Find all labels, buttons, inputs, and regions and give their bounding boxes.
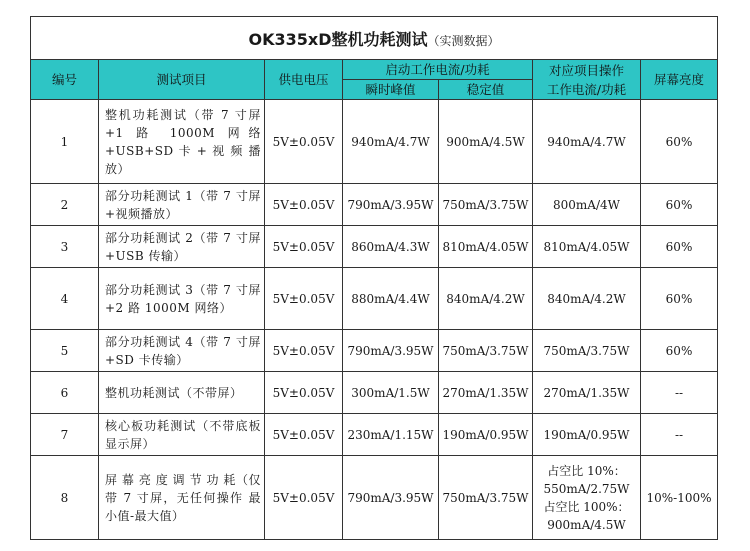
cell-item: 部分功耗测试 3（带 7 寸屏 +2 路 1000M 网络） — [99, 268, 265, 330]
cell-operation: 800mA/4W — [533, 184, 641, 226]
cell-brightness: 60% — [641, 330, 718, 372]
table-row — [31, 414, 718, 456]
header-startup-group: 启动工作电流/功耗 — [343, 60, 533, 80]
cell-no: 7 — [31, 414, 99, 456]
cell-peak: 860mA/4.3W — [343, 226, 439, 268]
cell-operation-line4: 900mA/4.5W — [547, 517, 626, 532]
cell-operation: 840mA/4.2W — [533, 268, 641, 330]
cell-item: 核心板功耗测试（不带底板显示屏） — [99, 414, 265, 456]
table-container — [30, 16, 717, 540]
cell-voltage: 5V±0.05V — [265, 330, 343, 372]
header-operation — [533, 60, 641, 100]
cell-stable: 190mA/0.95W — [439, 414, 533, 456]
cell-no: 3 — [31, 226, 99, 268]
header-stable: 稳定值 — [439, 80, 533, 100]
cell-voltage: 5V±0.05V — [265, 372, 343, 414]
cell-no: 8 — [31, 456, 99, 540]
cell-operation-line3: 占空比 100%： — [543, 499, 630, 514]
cell-operation: 190mA/0.95W — [533, 414, 641, 456]
cell-operation: 810mA/4.05W — [533, 226, 641, 268]
header-brightness: 屏幕亮度 — [641, 60, 718, 100]
cell-peak: 790mA/3.95W — [343, 330, 439, 372]
cell-voltage: 5V±0.05V — [265, 456, 343, 540]
cell-brightness: -- — [641, 414, 718, 456]
cell-stable: 750mA/3.75W — [439, 330, 533, 372]
cell-operation-line2: 550mA/2.75W — [543, 481, 630, 496]
header-operation-line1: 对应项目操作 — [548, 62, 624, 78]
cell-stable: 840mA/4.2W — [439, 268, 533, 330]
cell-item: 整机功耗测试（不带屏） — [99, 372, 265, 414]
cell-peak: 790mA/3.95W — [343, 184, 439, 226]
cell-item: 部分功耗测试 1（带 7 寸屏+视频播放） — [99, 184, 265, 226]
cell-brightness: -- — [641, 372, 718, 414]
title-main: OK335xD整机功耗测试 — [248, 29, 428, 49]
cell-operation: 940mA/4.7W — [533, 100, 641, 184]
cell-brightness: 60% — [641, 184, 718, 226]
table-title — [31, 17, 718, 60]
cell-item: 部分功耗测试 4（带 7 寸屏+SD 卡传输） — [99, 330, 265, 372]
cell-stable: 750mA/3.75W — [439, 456, 533, 540]
cell-peak: 880mA/4.4W — [343, 268, 439, 330]
cell-operation: 270mA/1.35W — [533, 372, 641, 414]
cell-no: 4 — [31, 268, 99, 330]
cell-no: 2 — [31, 184, 99, 226]
header-peak: 瞬时峰值 — [343, 80, 439, 100]
header-operation-line2: 工作电流/功耗 — [546, 81, 627, 97]
power-test-table — [30, 16, 718, 540]
cell-operation: 750mA/3.75W — [533, 330, 641, 372]
header-no: 编号 — [31, 60, 99, 100]
cell-stable: 270mA/1.35W — [439, 372, 533, 414]
cell-brightness: 10%-100% — [641, 456, 718, 540]
cell-voltage: 5V±0.05V — [265, 100, 343, 184]
cell-peak: 300mA/1.5W — [343, 372, 439, 414]
table-row — [31, 100, 718, 184]
cell-item: 整机功耗测试（带 7 寸屏+1 路 1000M 网络+USB+SD 卡 + 视 频 播 放） — [99, 100, 265, 184]
cell-voltage: 5V±0.05V — [265, 226, 343, 268]
cell-no: 1 — [31, 100, 99, 184]
cell-voltage: 5V±0.05V — [265, 184, 343, 226]
cell-brightness: 60% — [641, 268, 718, 330]
cell-item: 部分功耗测试 2（带 7 寸屏+USB 传输） — [99, 226, 265, 268]
cell-no: 6 — [31, 372, 99, 414]
cell-operation-line1: 占空比 10%： — [547, 463, 626, 478]
cell-item: 屏 幕 亮 度 调 节 功 耗（仅带 7 寸屏，无任何操作 最小值-最大值） — [99, 456, 265, 540]
table-row — [31, 372, 718, 414]
cell-stable: 810mA/4.05W — [439, 226, 533, 268]
cell-peak: 790mA/3.95W — [343, 456, 439, 540]
cell-operation — [533, 456, 641, 540]
cell-stable: 900mA/4.5W — [439, 100, 533, 184]
title-sub: （实测数据） — [427, 33, 500, 48]
header-item: 测试项目 — [99, 60, 265, 100]
cell-peak: 230mA/1.15W — [343, 414, 439, 456]
cell-brightness: 60% — [641, 100, 718, 184]
header-row-1 — [31, 60, 718, 80]
cell-voltage: 5V±0.05V — [265, 268, 343, 330]
cell-brightness: 60% — [641, 226, 718, 268]
table-row — [31, 330, 718, 372]
title-row — [31, 17, 718, 60]
table-row — [31, 226, 718, 268]
cell-peak: 940mA/4.7W — [343, 100, 439, 184]
cell-no: 5 — [31, 330, 99, 372]
cell-stable: 750mA/3.75W — [439, 184, 533, 226]
table-row — [31, 268, 718, 330]
cell-voltage: 5V±0.05V — [265, 414, 343, 456]
header-voltage: 供电电压 — [265, 60, 343, 100]
table-row — [31, 456, 718, 540]
table-row — [31, 184, 718, 226]
